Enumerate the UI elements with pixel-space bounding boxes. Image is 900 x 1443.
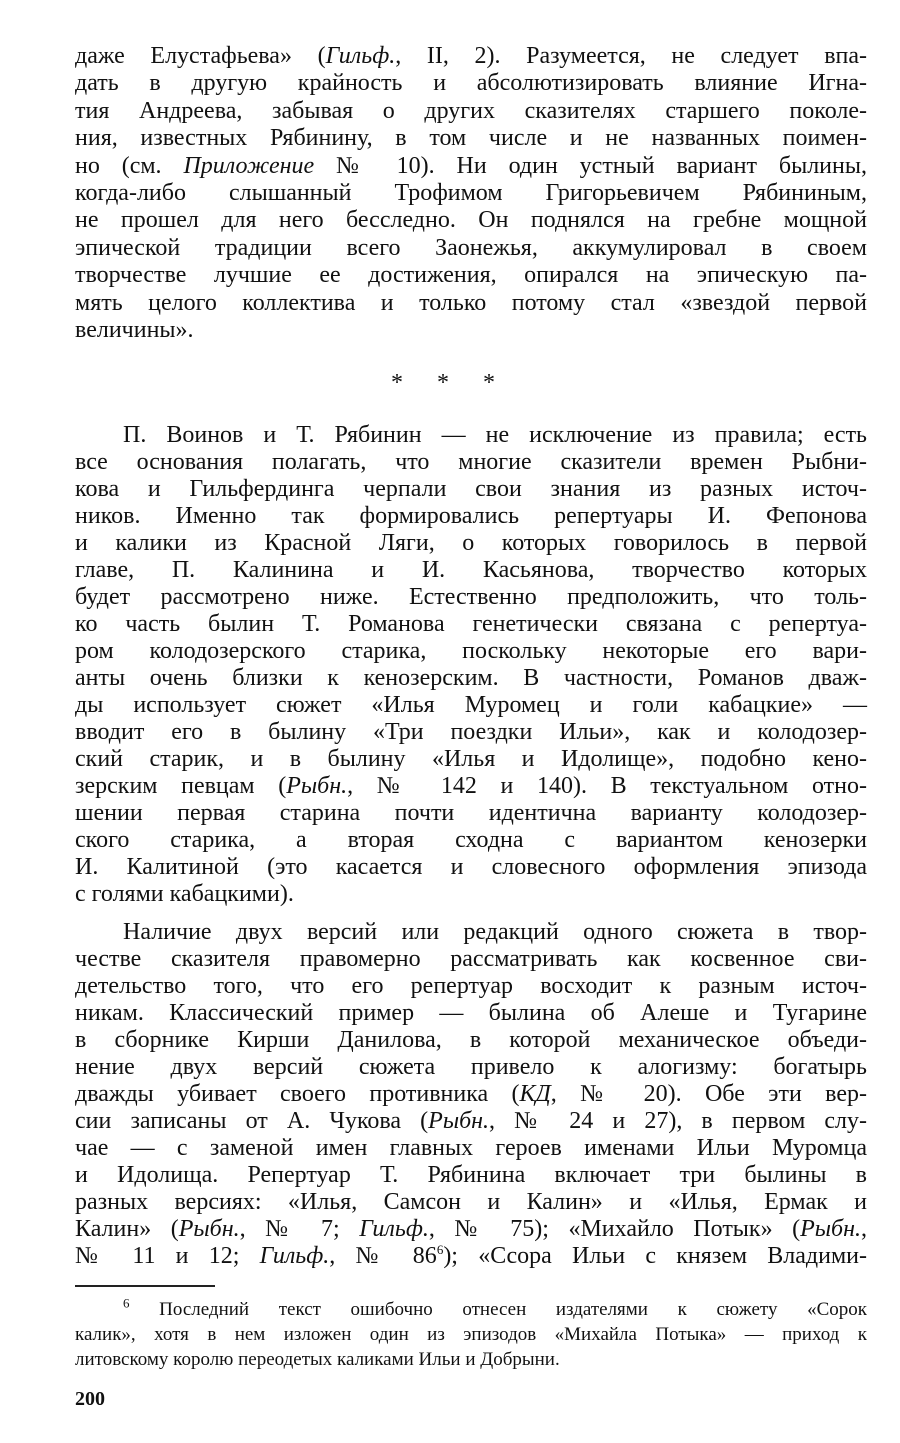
text-span: , № 75); «Михайло Потык» ( bbox=[428, 1216, 801, 1242]
section-separator: * * * bbox=[391, 370, 509, 396]
italic-citation: КД bbox=[519, 1081, 551, 1107]
text-line bbox=[75, 153, 867, 180]
text-line bbox=[75, 746, 867, 773]
text-span: ром колодозерского старика, поскольку некоторые его вари- bbox=[75, 638, 867, 664]
text-span: шении первая старина почти идентична варианту колодозер- bbox=[75, 800, 867, 826]
italic-citation: Гильф. bbox=[259, 1243, 330, 1269]
text-span: мять целого коллектива и только потому стал «звездой первой bbox=[75, 289, 867, 316]
paragraph-2 bbox=[75, 422, 867, 908]
text-span: главе, П. Калинина и И. Касьянова, творчество которых bbox=[75, 557, 867, 583]
text-line bbox=[75, 98, 867, 125]
text-span: кова и Гильфердинга черпали свои знания из разных источ- bbox=[75, 476, 867, 502]
text-line bbox=[75, 827, 867, 854]
page-number: 200 bbox=[75, 1388, 105, 1410]
text-span: Наличие двух версий или редакций одного сюжета в твор- bbox=[123, 919, 867, 945]
text-line bbox=[75, 773, 867, 800]
text-line bbox=[75, 207, 867, 234]
paragraph-3 bbox=[75, 919, 867, 1270]
text-line bbox=[75, 290, 867, 317]
text-span: ников. Именно так формировались репертуары И. Фепонова bbox=[75, 503, 867, 529]
paragraph-1 bbox=[75, 43, 867, 344]
italic-citation: Рыбн. bbox=[286, 773, 348, 799]
text-line bbox=[75, 125, 867, 152]
text-line bbox=[75, 1189, 867, 1216]
text-line bbox=[75, 1081, 867, 1108]
italic-citation: Приложение bbox=[183, 152, 315, 179]
text-line bbox=[75, 973, 867, 1000]
italic-citation: Гильф. bbox=[325, 43, 396, 69]
text-span: вводит его в былину «Три поездки Ильи», как и колодозер- bbox=[75, 719, 867, 745]
text-span: зерским певцам ( bbox=[75, 773, 287, 799]
text-span: разных версиях: «Илья, Самсон и Калин» и «Илья, Ермак и bbox=[75, 1189, 867, 1215]
text-span: литовскому королю переодетых каликами Ильи и Добрыни. bbox=[75, 1349, 560, 1370]
text-span: , № 7; bbox=[239, 1216, 360, 1242]
footnote-marker: 6 bbox=[436, 1242, 444, 1257]
text-line bbox=[75, 180, 867, 207]
text-span: , № 142 и 140). В текстуальном отно- bbox=[347, 773, 867, 799]
text-span: никам. Классический пример — былина об Алеше и Тугарине bbox=[75, 1000, 867, 1026]
text-line bbox=[75, 70, 867, 97]
text-span: Последний текст ошибочно отнесен издателями к сюжету «Сорок bbox=[129, 1299, 867, 1320]
text-line bbox=[75, 317, 867, 344]
text-span: дважды убивает своего противника ( bbox=[75, 1081, 520, 1107]
text-line bbox=[75, 530, 867, 557]
text-line bbox=[75, 638, 867, 665]
text-span: величины». bbox=[75, 316, 194, 343]
italic-citation: Рыбн. bbox=[428, 1108, 490, 1134]
text-line bbox=[75, 611, 867, 638]
text-span: анты очень близки к кенозерским. В частности, Романов дваж- bbox=[75, 665, 867, 691]
text-span: творчестве лучшие ее достижения, опирался на эпическую па- bbox=[75, 262, 867, 289]
text-span: с голями кабацкими). bbox=[75, 881, 294, 907]
text-line bbox=[75, 1108, 867, 1135]
text-span: чае — с заменой имен главных героев именами Ильи Муромца bbox=[75, 1135, 867, 1161]
text-span: ); «Ссора Ильи с князем Владими- bbox=[443, 1243, 867, 1269]
text-span: тия Андреева, забывая о других сказителях старшего поколе- bbox=[75, 97, 867, 124]
footnote-divider bbox=[75, 1285, 215, 1287]
text-line bbox=[75, 1297, 867, 1322]
text-span: И. Калитиной (это касается и словесного оформления эпизода bbox=[75, 854, 867, 880]
text-span: ко часть былин Т. Романова генетически связана с репертуа- bbox=[75, 611, 867, 637]
text-line bbox=[75, 665, 867, 692]
text-span: детельство того, что его репертуар восходит к разным источ- bbox=[75, 973, 867, 999]
text-span: но (см. bbox=[75, 152, 184, 179]
text-span: калик», хотя в нем изложен один из эпизодов «Михайла Потыка» — приход к bbox=[75, 1324, 867, 1345]
footnote-marker: 6 bbox=[123, 1295, 130, 1311]
text-span: когда-либо слышанный Трофимом Григорьевичем Рябининым, bbox=[75, 179, 867, 206]
text-line bbox=[75, 1054, 867, 1081]
text-span: не прошел для него бесследно. Он поднялся на гребне мощной bbox=[75, 207, 867, 234]
text-span: , II, 2). Разумеется, не следует впа- bbox=[395, 43, 868, 69]
text-line bbox=[75, 1216, 867, 1243]
text-line bbox=[75, 43, 867, 70]
text-line bbox=[75, 1135, 867, 1162]
text-line bbox=[75, 1243, 867, 1270]
text-line bbox=[75, 584, 867, 611]
italic-citation: Гильф. bbox=[359, 1216, 429, 1242]
text-span: и калики из Красной Ляги, о которых говорилось в первой bbox=[75, 530, 867, 556]
text-span: ния, известных Рябинину, в том числе и не названных поимен- bbox=[75, 125, 867, 152]
text-line bbox=[75, 1162, 867, 1189]
text-span: даже Елустафьева» ( bbox=[75, 43, 326, 69]
text-span: ды использует сюжет «Илья Муромец и голи кабацкие» — bbox=[75, 692, 867, 718]
text-span: , № 86 bbox=[329, 1243, 437, 1269]
text-span: нение двух версий сюжета привело к алогизму: богатырь bbox=[75, 1054, 867, 1080]
text-span: , bbox=[861, 1216, 867, 1242]
text-span: № 11 и 12; bbox=[75, 1243, 260, 1269]
text-line bbox=[75, 1322, 867, 1347]
footnote bbox=[75, 1297, 867, 1372]
text-span: все основания полагать, что многие сказители времен Рыбни- bbox=[75, 449, 867, 475]
text-line bbox=[75, 800, 867, 827]
text-span: эпической традиции всего Заонежья, аккумулировал в своем bbox=[75, 234, 867, 261]
text-span: П. Воинов и Т. Рябинин — не исключение из правила; есть bbox=[123, 422, 867, 448]
text-line bbox=[75, 503, 867, 530]
text-line bbox=[75, 854, 867, 881]
text-line bbox=[75, 262, 867, 289]
text-line bbox=[75, 1000, 867, 1027]
text-line bbox=[75, 719, 867, 746]
italic-citation: Рыбн. bbox=[178, 1216, 240, 1242]
text-span: № 10). Ни один устный вариант былины, bbox=[314, 152, 867, 179]
text-span: честве сказителя правомерно рассматривать как косвенное сви- bbox=[75, 946, 867, 972]
text-line bbox=[75, 946, 867, 973]
text-line bbox=[75, 422, 867, 449]
text-span: будет рассмотрено ниже. Естественно предположить, что толь- bbox=[75, 584, 867, 610]
text-span: сии записаны от А. Чукова ( bbox=[75, 1108, 429, 1134]
text-span: ский старик, и в былину «Илья и Идолище», подобно кено- bbox=[75, 746, 867, 772]
text-span: ского старика, а вторая сходна с вариантом кенозерки bbox=[75, 827, 867, 853]
text-span: в сборнике Кирши Данилова, в которой механическое объеди- bbox=[75, 1027, 867, 1053]
text-span: дать в другую крайность и абсолютизировать влияние Игна- bbox=[75, 70, 867, 97]
text-span: Калин» ( bbox=[75, 1216, 179, 1242]
text-line bbox=[75, 919, 867, 946]
italic-citation: Рыбн. bbox=[800, 1216, 861, 1242]
text-line bbox=[75, 557, 867, 584]
text-line bbox=[75, 1027, 867, 1054]
text-span: и Идолища. Репертуар Т. Рябинина включает три былины в bbox=[75, 1162, 867, 1188]
text-line bbox=[75, 1347, 867, 1372]
text-span: , № 20). Обе эти вер- bbox=[550, 1081, 867, 1107]
text-line bbox=[75, 476, 867, 503]
text-line bbox=[75, 881, 867, 908]
text-line bbox=[75, 692, 867, 719]
text-line bbox=[75, 235, 867, 262]
text-span: , № 24 и 27), в первом слу- bbox=[489, 1108, 867, 1134]
text-line bbox=[75, 449, 867, 476]
